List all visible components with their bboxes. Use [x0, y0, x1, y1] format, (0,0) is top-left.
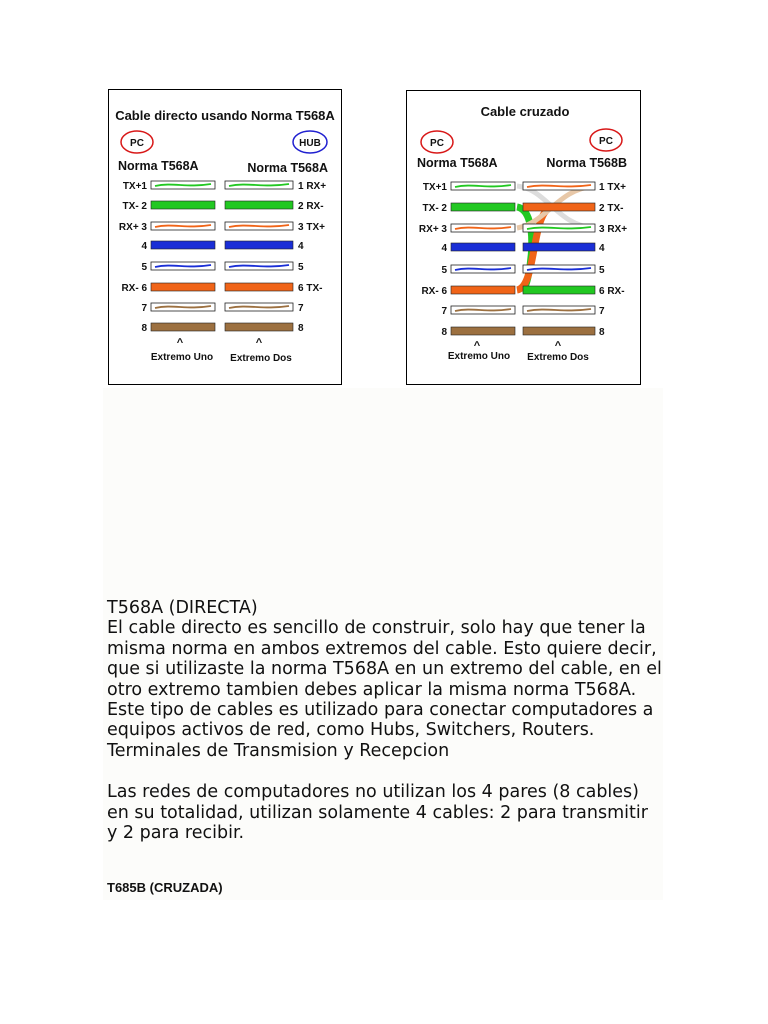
left-norm-label: Norma T568A [118, 159, 199, 173]
right-norm-label: Norma T568B [546, 156, 627, 170]
end-one-label: Extremo Uno [150, 352, 214, 363]
right-norm-label: Norma T568A [247, 161, 328, 175]
pin-label: 8 [141, 323, 147, 334]
wire-stripe [155, 306, 211, 308]
wire-segment [451, 327, 515, 335]
end-one-label: Extremo Uno [447, 351, 511, 362]
wire-stripe [455, 309, 511, 311]
pin-label: 4 [441, 243, 447, 254]
wire-stripe [527, 268, 591, 270]
pin-label: TX+1 [122, 181, 147, 192]
pc-badge-label: PC [130, 138, 144, 149]
wire-segment [523, 203, 595, 211]
wire-segment [225, 323, 293, 331]
wire-segment [151, 241, 215, 249]
pin-label: 2 RX- [298, 201, 324, 212]
pin-label: 5 [599, 265, 605, 276]
wire-stripe [527, 227, 591, 229]
pin-label: 2 TX- [599, 203, 624, 214]
pin-label: 6 RX- [599, 286, 625, 297]
pin-label: RX+ 3 [118, 222, 147, 233]
direct-cable-svg [109, 90, 341, 384]
body-text [107, 598, 663, 843]
end-two-label: Extremo Dos [527, 352, 589, 363]
end-marker: ^ [255, 337, 263, 349]
pin-label: 8 [599, 327, 605, 338]
wire-group [119, 181, 326, 334]
pin-label: 4 [599, 243, 605, 254]
wire-group [419, 182, 627, 338]
pin-label: TX- 2 [422, 203, 447, 214]
wire-stripe [527, 185, 591, 187]
wire-stripe [229, 184, 289, 186]
pin-label: TX- 2 [122, 201, 147, 212]
pin-label: 3 TX+ [298, 222, 325, 233]
pc-badge-label: PC [599, 136, 613, 147]
pin-label: 7 [141, 303, 147, 314]
paragraph-direct-cable: El cable directo es sencillo de construir, solo hay que tener la misma norma en ambos extremos del cable. Esto quiere decir, que si utilizaste la norma T568A en un extremo del cable, en el otro extremo tambien debes aplicar la misma norma T568A. [107, 618, 662, 700]
pin-label: TX+1 [422, 182, 447, 193]
wire-segment [225, 241, 293, 249]
paragraph-cable-usage: Este tipo de cables es utilizado para conectar computadores a equipos activos de red, como Hubs, Switchers, Routers. Terminales de Transmision y Recepcion [107, 700, 654, 761]
wire-segment [451, 203, 515, 211]
pin-label: 1 TX+ [599, 182, 626, 193]
pin-label: RX- 6 [421, 286, 447, 297]
direct-cable-diagram [108, 89, 342, 385]
pin-label: 3 RX+ [599, 224, 628, 235]
heading-t568a: T568A (DIRECTA) [107, 598, 258, 618]
wire-stripe [155, 225, 211, 227]
pin-label: 4 [141, 241, 147, 252]
crossover-cable-diagram [406, 90, 641, 385]
wire-segment [151, 201, 215, 209]
wire-stripe [155, 184, 211, 186]
wire-stripe [229, 265, 289, 267]
wire-segment [225, 283, 293, 291]
wire-stripe [455, 227, 511, 229]
left-norm-label: Norma T568A [417, 156, 498, 170]
heading-t685b: T685B (CRUZADA) [107, 880, 223, 895]
wire-segment [523, 286, 595, 294]
pin-label: 8 [441, 327, 447, 338]
wire-stripe [527, 309, 591, 311]
pin-label: 1 RX+ [298, 181, 327, 192]
pin-label: 5 [141, 262, 147, 273]
wire-stripe [229, 225, 289, 227]
pin-label: RX+ 3 [418, 224, 447, 235]
end-marker: ^ [473, 340, 481, 352]
pin-label: 7 [298, 303, 304, 314]
wire-segment [225, 201, 293, 209]
end-marker: ^ [554, 340, 562, 352]
pin-label: 4 [298, 241, 304, 252]
pin-label: 5 [298, 262, 304, 273]
pin-label: 7 [599, 306, 605, 317]
pin-label: 6 TX- [298, 283, 323, 294]
wire-segment [151, 323, 215, 331]
wire-stripe [229, 306, 289, 308]
pin-label: 8 [298, 323, 304, 334]
pin-label: RX- 6 [121, 283, 147, 294]
wire-stripe [455, 268, 511, 270]
pc-badge-label: PC [430, 138, 444, 149]
wire-segment [523, 243, 595, 251]
hub-badge-label: HUB [299, 138, 321, 149]
wire-segment [451, 243, 515, 251]
wire-stripe [155, 265, 211, 267]
wire-stripe [455, 185, 511, 187]
paragraph-pairs-usage: Las redes de computadores no utilizan los 4 pares (8 cables) en su totalidad, utilizan solamente 4 cables: 2 para transmitir y 2 para recibir. [107, 782, 648, 844]
wire-segment [451, 286, 515, 294]
diagram-title: Cable directo usando Norma T568A [115, 108, 335, 123]
diagram-title: Cable cruzado [480, 104, 570, 119]
crossover-cable-svg [407, 91, 640, 384]
pin-label: 7 [441, 306, 447, 317]
wire-segment [151, 283, 215, 291]
end-two-label: Extremo Dos [230, 353, 292, 364]
wire-segment [523, 327, 595, 335]
end-marker: ^ [176, 337, 184, 349]
pin-label: 5 [441, 265, 447, 276]
